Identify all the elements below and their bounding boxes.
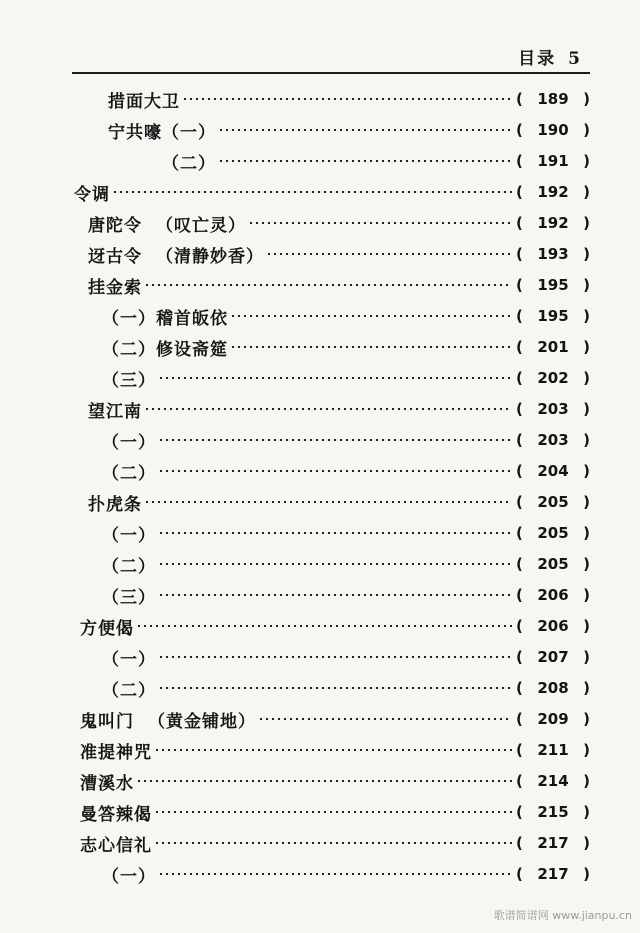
toc-entry-title: （二） — [162, 153, 216, 174]
watermark: 歌谱简谱网 www.jianpu.cn — [493, 909, 632, 922]
toc-entry — [0, 673, 640, 703]
toc-entry-page — [516, 803, 590, 821]
close-paren: ) — [583, 462, 590, 480]
close-paren: ) — [583, 803, 590, 821]
toc-entry-subtitle: （清静妙香） — [156, 246, 264, 267]
close-paren: ) — [583, 183, 590, 201]
toc-entry-subtitle: （叹亡灵） — [156, 215, 246, 236]
page-number: 207 — [537, 648, 569, 666]
close-paren: ) — [583, 617, 590, 635]
toc-entry-title: （一） — [102, 432, 156, 453]
dot-leader — [144, 408, 512, 410]
open-paren: ( — [516, 369, 523, 387]
open-paren: ( — [516, 90, 523, 108]
toc-entry — [0, 425, 640, 455]
open-paren: ( — [516, 462, 523, 480]
toc-entry-title: 迓古令 — [88, 246, 142, 267]
toc-entry-page — [516, 741, 590, 759]
dot-leader — [158, 377, 512, 379]
header-rule — [72, 72, 590, 74]
close-paren: ) — [583, 493, 590, 511]
close-paren: ) — [583, 431, 590, 449]
open-paren: ( — [516, 586, 523, 604]
open-paren: ( — [516, 865, 523, 883]
toc-entry — [0, 394, 640, 424]
page-number: 192 — [537, 214, 569, 232]
toc-entry-page — [516, 710, 590, 728]
page-number: 214 — [537, 772, 569, 790]
close-paren: ) — [583, 369, 590, 387]
open-paren: ( — [516, 617, 523, 635]
dot-leader — [158, 563, 512, 565]
close-paren: ) — [583, 152, 590, 170]
close-paren: ) — [583, 834, 590, 852]
open-paren: ( — [516, 214, 523, 232]
toc-entry — [0, 363, 640, 393]
toc-entry-page — [516, 648, 590, 666]
toc-entry-title: 措面大卫 — [108, 91, 180, 112]
dot-leader — [144, 501, 512, 503]
close-paren: ) — [583, 772, 590, 790]
toc-entry — [0, 828, 640, 858]
toc-entry-page — [516, 369, 590, 387]
dot-leader — [154, 842, 512, 844]
toc-entry-title: 漕溪水 — [80, 773, 134, 794]
open-paren: ( — [516, 121, 523, 139]
toc-entry — [0, 115, 640, 145]
toc-entry — [0, 84, 640, 114]
open-paren: ( — [516, 245, 523, 263]
open-paren: ( — [516, 555, 523, 573]
toc-entry — [0, 456, 640, 486]
open-paren: ( — [516, 276, 523, 294]
close-paren: ) — [583, 214, 590, 232]
page-number: 217 — [537, 865, 569, 883]
toc-entry-title: 准提神咒 — [80, 742, 152, 763]
toc-entry-title: 唐陀令 — [88, 215, 142, 236]
toc-entry-title: （三） — [102, 587, 156, 608]
page-number: 189 — [537, 90, 569, 108]
toc-entry-title: （二） — [102, 463, 156, 484]
dot-leader — [144, 284, 512, 286]
dot-leader — [136, 625, 512, 627]
toc-entry-title: （二） — [102, 680, 156, 701]
page-number: 217 — [537, 834, 569, 852]
toc-entry-title: （二）修设斋筵 — [102, 339, 228, 360]
toc-entry — [0, 177, 640, 207]
open-paren: ( — [516, 772, 523, 790]
page-number: 203 — [537, 431, 569, 449]
page-number: 203 — [537, 400, 569, 418]
close-paren: ) — [583, 276, 590, 294]
dot-leader — [158, 532, 512, 534]
dot-leader — [158, 594, 512, 596]
toc-entry-title: 挂金索 — [88, 277, 142, 298]
dot-leader — [154, 811, 512, 813]
toc-entry — [0, 611, 640, 641]
dot-leader — [158, 687, 512, 689]
page-number: 204 — [537, 462, 569, 480]
open-paren: ( — [516, 524, 523, 542]
page-number: 215 — [537, 803, 569, 821]
close-paren: ) — [583, 121, 590, 139]
toc-entry-title: 扑虎条 — [88, 494, 142, 515]
page-number: 192 — [537, 183, 569, 201]
open-paren: ( — [516, 338, 523, 356]
page-number: 206 — [537, 617, 569, 635]
toc-entry-page — [516, 400, 590, 418]
dot-leader — [112, 191, 512, 193]
running-header — [518, 44, 582, 69]
toc-entry-page — [516, 524, 590, 542]
toc-entry — [0, 518, 640, 548]
close-paren: ) — [583, 648, 590, 666]
toc-entry-title: （二） — [102, 556, 156, 577]
page-number: 195 — [537, 276, 569, 294]
dot-leader — [158, 873, 512, 875]
dot-leader — [136, 780, 512, 782]
dot-leader — [182, 98, 512, 100]
close-paren: ) — [583, 400, 590, 418]
close-paren: ) — [583, 679, 590, 697]
toc-entry-title: （一） — [102, 525, 156, 546]
toc-entry-title: 令调 — [74, 184, 110, 205]
page-number: 205 — [537, 493, 569, 511]
toc-entry — [0, 301, 640, 331]
open-paren: ( — [516, 679, 523, 697]
page-number: 202 — [537, 369, 569, 387]
toc-entry-page — [516, 214, 590, 232]
open-paren: ( — [516, 710, 523, 728]
dot-leader — [218, 160, 512, 162]
toc-entry-title: 曼答辣偈 — [80, 804, 152, 825]
toc-entry-page — [516, 183, 590, 201]
toc-entry-page — [516, 307, 590, 325]
toc-entry-page — [516, 617, 590, 635]
page-number: 209 — [537, 710, 569, 728]
page-number: 205 — [537, 555, 569, 573]
page-number: 206 — [537, 586, 569, 604]
toc-entry — [0, 487, 640, 517]
toc-entry — [0, 270, 640, 300]
close-paren: ) — [583, 524, 590, 542]
dot-leader — [248, 222, 512, 224]
toc-entry — [0, 239, 640, 269]
page-number: 201 — [537, 338, 569, 356]
dot-leader — [258, 718, 512, 720]
page-number: 211 — [537, 741, 569, 759]
toc-entry-title: 志心信礼 — [80, 835, 152, 856]
toc-entry-page — [516, 772, 590, 790]
toc-entry-page — [516, 586, 590, 604]
dot-leader — [158, 470, 512, 472]
open-paren: ( — [516, 493, 523, 511]
toc-entry-title: （一） — [102, 866, 156, 887]
close-paren: ) — [583, 338, 590, 356]
toc-entry-page — [516, 276, 590, 294]
toc-entry-title: 鬼叫门 — [80, 711, 134, 732]
page-number: 193 — [537, 245, 569, 263]
toc-entry — [0, 549, 640, 579]
toc-entry — [0, 859, 640, 889]
close-paren: ) — [583, 710, 590, 728]
toc-entry — [0, 208, 640, 238]
toc-entry-page — [516, 865, 590, 883]
toc-entry-page — [516, 493, 590, 511]
toc-entry-page — [516, 431, 590, 449]
close-paren: ) — [583, 741, 590, 759]
toc-entry — [0, 332, 640, 362]
toc-entry — [0, 704, 640, 734]
toc-entry-page — [516, 338, 590, 356]
toc-entry-subtitle: （黄金铺地） — [148, 711, 256, 732]
toc-entry — [0, 642, 640, 672]
header-section-title: 目录 — [518, 49, 557, 69]
dot-leader — [230, 346, 512, 348]
page-number: 208 — [537, 679, 569, 697]
toc-entry — [0, 797, 640, 827]
toc-entry-title: 望江南 — [88, 401, 142, 422]
toc-entry — [0, 580, 640, 610]
toc-entry-page — [516, 121, 590, 139]
toc-entry-page — [516, 152, 590, 170]
dot-leader — [218, 129, 512, 131]
close-paren: ) — [583, 90, 590, 108]
open-paren: ( — [516, 400, 523, 418]
dot-leader — [158, 656, 512, 658]
close-paren: ) — [583, 245, 590, 263]
toc-entry-page — [516, 90, 590, 108]
toc-entry-title: （一）稽首皈依 — [102, 308, 228, 329]
header-page-number: 5 — [568, 49, 582, 69]
close-paren: ) — [583, 586, 590, 604]
dot-leader — [266, 253, 512, 255]
page-number: 205 — [537, 524, 569, 542]
open-paren: ( — [516, 307, 523, 325]
toc-entry-page — [516, 245, 590, 263]
toc-entry-page — [516, 679, 590, 697]
toc-entry-title: （三） — [102, 370, 156, 391]
toc-entry-page — [516, 555, 590, 573]
close-paren: ) — [583, 307, 590, 325]
dot-leader — [154, 749, 512, 751]
open-paren: ( — [516, 803, 523, 821]
open-paren: ( — [516, 183, 523, 201]
page-number: 190 — [537, 121, 569, 139]
toc-entry-title: （一） — [102, 649, 156, 670]
toc-entry — [0, 735, 640, 765]
toc-entry-title: 宁共嚎（一） — [108, 122, 216, 143]
dot-leader — [158, 439, 512, 441]
close-paren: ) — [583, 865, 590, 883]
toc-entry-page — [516, 462, 590, 480]
dot-leader — [230, 315, 512, 317]
open-paren: ( — [516, 648, 523, 666]
page-number: 191 — [537, 152, 569, 170]
open-paren: ( — [516, 431, 523, 449]
open-paren: ( — [516, 741, 523, 759]
toc-entry — [0, 766, 640, 796]
open-paren: ( — [516, 152, 523, 170]
toc-entry-page — [516, 834, 590, 852]
page-number: 195 — [537, 307, 569, 325]
toc-entry-title: 方便偈 — [80, 618, 134, 639]
toc-entry — [0, 146, 640, 176]
close-paren: ) — [583, 555, 590, 573]
open-paren: ( — [516, 834, 523, 852]
